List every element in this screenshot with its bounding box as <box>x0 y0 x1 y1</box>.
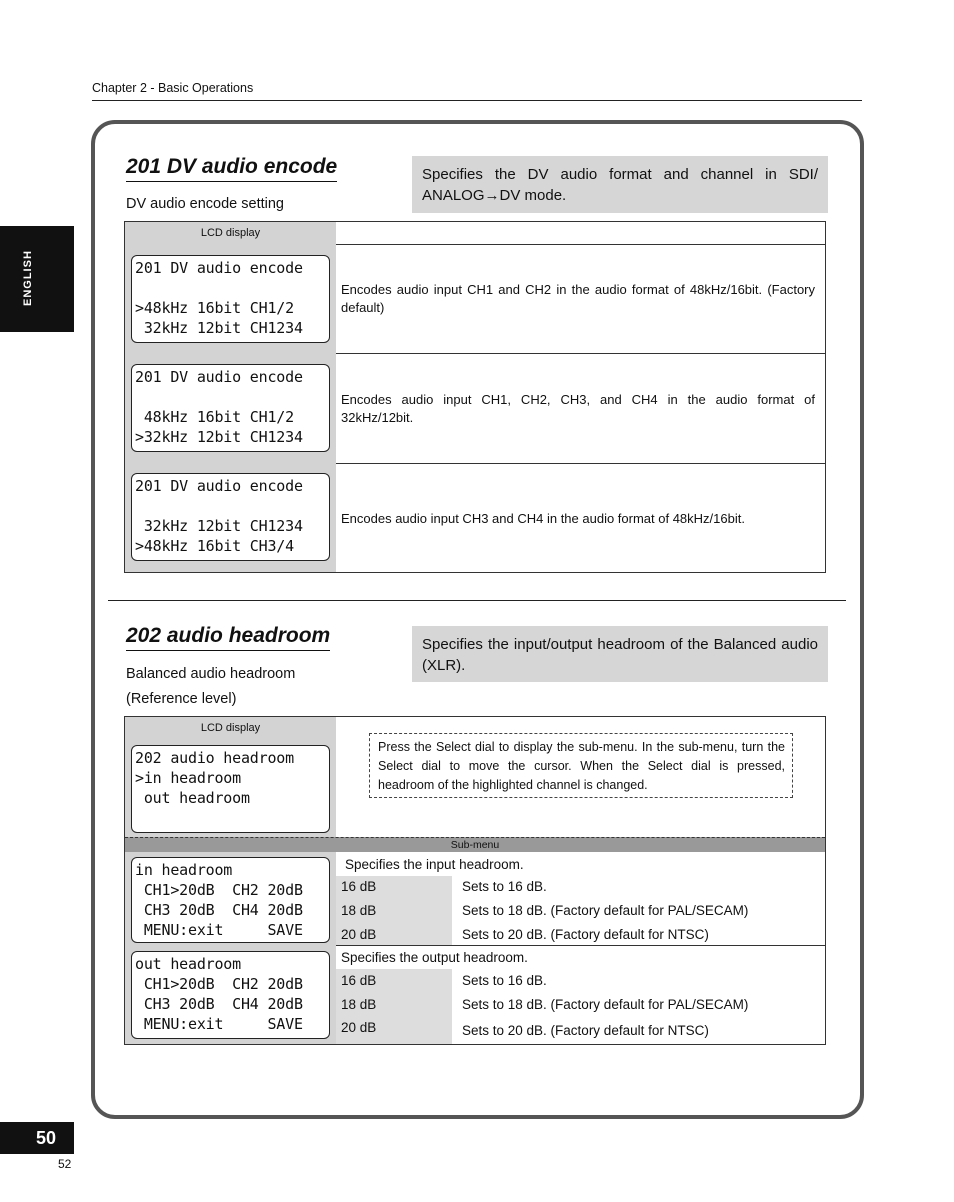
lcd-display-header: LCD display <box>200 722 261 734</box>
row-divider <box>336 945 825 946</box>
page-sub-number: 52 <box>58 1157 72 1171</box>
dv-audio-encode-table <box>124 221 826 573</box>
submenu-bar: Sub-menu <box>125 837 825 852</box>
option-text: Sets to 20 dB. (Factory default for NTSC) <box>462 927 709 942</box>
audio-headroom-table <box>124 716 826 1045</box>
section-subtitle: DV audio encode setting <box>126 196 284 212</box>
language-tab-label: ENGLISH <box>22 250 34 306</box>
lcd-screen: 201 DV audio encode >48kHz 16bit CH1/2 32kHz 12bit CH1234 <box>131 255 330 343</box>
option-value: 20 dB <box>341 927 377 942</box>
output-heading: Specifies the output headroom. <box>341 950 528 965</box>
chapter-header: Chapter 2 - Basic Operations <box>92 81 254 95</box>
lcd-screen: 201 DV audio encode 32kHz 12bit CH1234 >48kHz 16bit CH3/4 <box>131 473 330 561</box>
row-description: Encodes audio input CH1 and CH2 in the audio format of 48kHz/16bit. (Factory default) <box>341 282 815 315</box>
spec-box: Specifies the DV audio format and channel in SDI/ ANALOG→DV mode. <box>412 156 828 213</box>
option-value: 16 dB <box>341 879 377 894</box>
row-divider <box>336 353 825 354</box>
input-heading: Specifies the input headroom. <box>345 857 524 872</box>
row-description: Encodes audio input CH1, CH2, CH3, and CH4 in the audio format of 32kHz/12bit. <box>341 392 815 425</box>
lcd-screen: in headroom CH1>20dB CH2 20dB CH3 20dB CH4 20dB MENU:exit SAVE <box>131 857 330 943</box>
instruction-note: Press the Select dial to display the sub-menu. In the sub-menu, turn the Select dial to move the cursor. When the Select dial is pressed, headroom of the highlighted channel is changed. <box>369 733 793 798</box>
header-rule <box>92 100 862 101</box>
option-value: 18 dB <box>341 903 377 918</box>
option-value: 16 dB <box>341 973 377 988</box>
header-divider <box>336 244 825 245</box>
option-text: Sets to 16 dB. <box>462 879 547 894</box>
row-divider <box>336 463 825 464</box>
row-description: Encodes audio input CH3 and CH4 in the audio format of 48kHz/16bit. <box>341 511 745 526</box>
lcd-screen: 201 DV audio encode 48kHz 16bit CH1/2 >32kHz 12bit CH1234 <box>131 364 330 452</box>
section-subtitle-note: (Reference level) <box>126 691 237 707</box>
spec-box: Specifies the input/output headroom of the Balanced audio (XLR). <box>412 626 828 682</box>
option-text: Sets to 16 dB. <box>462 973 547 988</box>
lcd-screen: out headroom CH1>20dB CH2 20dB CH3 20dB CH4 20dB MENU:exit SAVE <box>131 951 330 1039</box>
section-title-audio-headroom: 202 audio headroom <box>126 624 330 651</box>
section-divider <box>108 600 846 601</box>
section-subtitle: Balanced audio headroom <box>126 666 296 682</box>
lcd-screen: 202 audio headroom >in headroom out headroom <box>131 745 330 833</box>
option-value: 20 dB <box>341 1020 377 1035</box>
lcd-display-header: LCD display <box>200 227 261 239</box>
option-text: Sets to 20 dB. (Factory default for NTSC) <box>462 1023 709 1038</box>
option-value: 18 dB <box>341 997 377 1012</box>
option-text: Sets to 18 dB. (Factory default for PAL/SECAM) <box>462 903 749 918</box>
section-title-dv-audio-encode: 201 DV audio encode <box>126 155 337 182</box>
page-number: 50 <box>0 1122 74 1154</box>
option-text: Sets to 18 dB. (Factory default for PAL/SECAM) <box>462 997 749 1012</box>
language-tab <box>0 226 74 332</box>
